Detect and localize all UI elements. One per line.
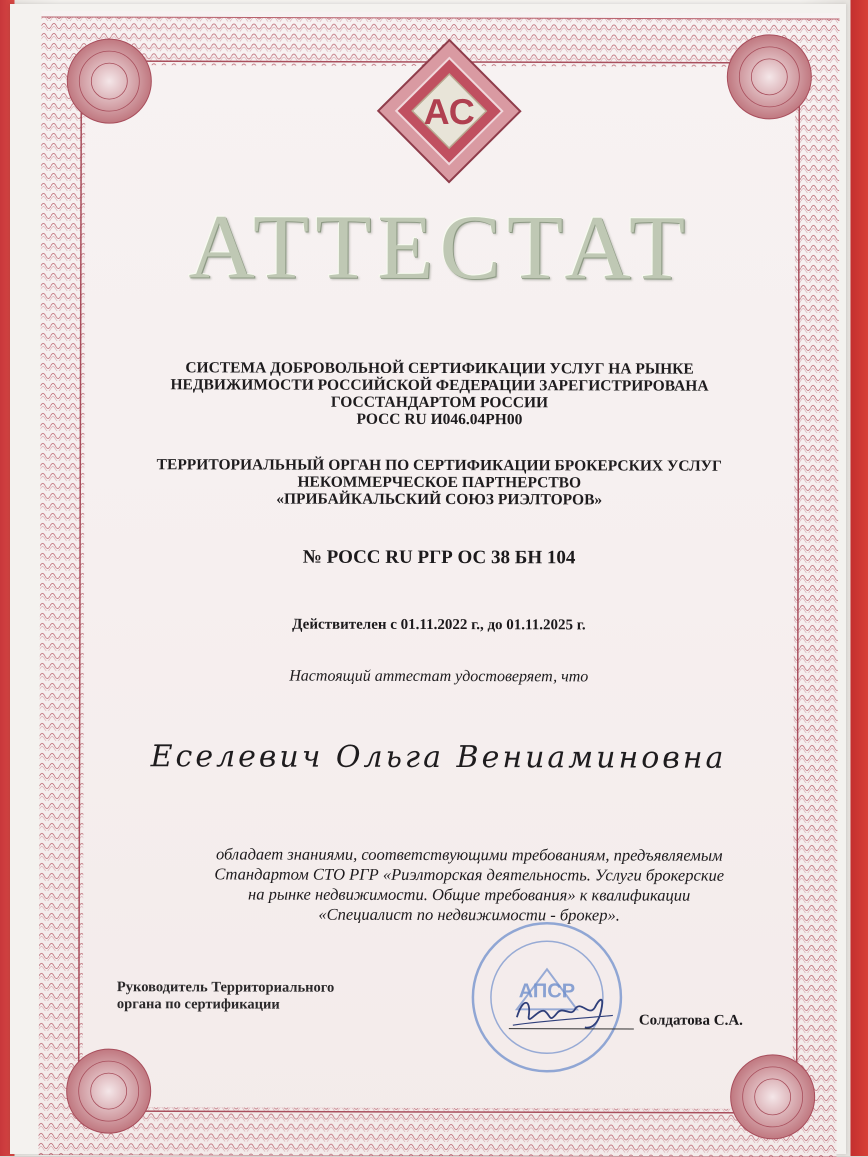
- qualification-line: Стандартом СТО РГР «Риэлторская деятельность. Услуги брокерские: [214, 864, 725, 885]
- certification-system-block: [40, 359, 838, 429]
- corner-rosette: [67, 1049, 151, 1133]
- authority-line: «ПРИБАЙКАЛЬСКИЙ СОЮЗ РИЭЛТОРОВ»: [276, 490, 603, 509]
- validity-period: Действителен с 01.11.2022 г., до 01.11.2025 г.: [292, 616, 586, 634]
- certificate-number: № РОСС RU РГР ОС 38 БН 104: [302, 546, 576, 569]
- system-line: НЕДВИЖИМОСТИ РОССИЙСКОЙ ФЕДЕРАЦИИ ЗАРЕГИСТРИРОВАНА: [170, 376, 709, 395]
- signatory-name: Солдатова С.А.: [638, 1012, 743, 1029]
- svg-text:АС: АС: [423, 90, 475, 133]
- certificate-sheet: [39, 11, 840, 1157]
- signatory-title-line: Руководитель Территориального: [116, 979, 335, 996]
- association-logo: [374, 36, 524, 186]
- authority-block: [40, 456, 838, 509]
- svg-text:АПСР: АПСР: [518, 980, 576, 1003]
- signatory-title-line: органа по сертификации: [116, 996, 280, 1013]
- signatory-title: [117, 979, 417, 1014]
- authority-line: ТЕРРИТОРИАЛЬНЫЙ ОРГАН ПО СЕРТИФИКАЦИИ БРОКЕРСКИХ УСЛУГ: [156, 456, 722, 475]
- holder-name: Еселевич Ольга Вениаминовна: [150, 739, 727, 776]
- corner-rosette: [727, 35, 811, 119]
- authority-line: НЕКОММЕРЧЕСКОЕ ПАРТНЕРСТВО: [297, 473, 582, 492]
- corner-rosette: [67, 39, 151, 123]
- certifies-statement: Настоящий аттестат удостоверяет, что: [289, 667, 589, 686]
- corner-rosette: [731, 1055, 815, 1139]
- qualification-line: «Специалист по недвижимости - брокер».: [318, 904, 620, 925]
- qualification-line: на рынке недвижимости. Общие требования» к квалификации: [248, 884, 691, 905]
- certificate-title: АТТЕСТАТ: [188, 195, 692, 299]
- system-line: ГОССТАНДАРТОМ РОССИИ: [330, 393, 549, 412]
- handwritten-signature: [509, 987, 619, 1037]
- system-line: РОСС RU И046.04РН00: [356, 410, 523, 429]
- qualification-text: [129, 844, 809, 926]
- system-line: СИСТЕМА ДОБРОВОЛЬНОЙ СЕРТИФИКАЦИИ УСЛУГ НА РЫНКЕ: [185, 359, 694, 378]
- qualification-line: обладает знаниями, соответствующими требованиям, предъявляемым: [215, 844, 723, 865]
